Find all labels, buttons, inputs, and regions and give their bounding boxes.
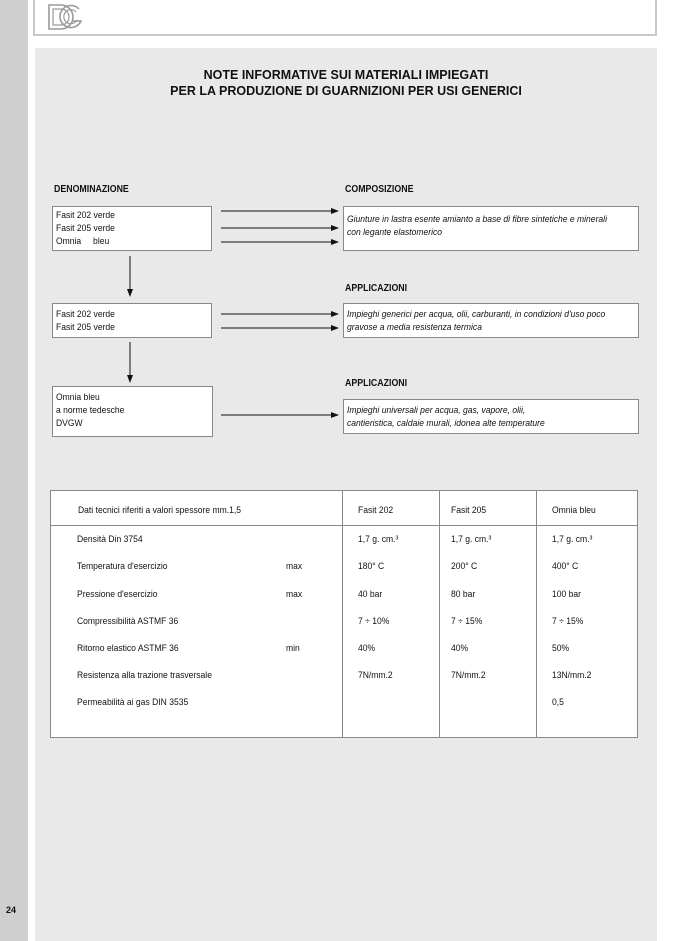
page-header (33, 0, 657, 36)
row-value-fasit205: 7 ÷ 15% (451, 616, 483, 627)
page-sidebar (0, 0, 28, 941)
title-line-2: PER LA PRODUZIONE DI GUARNIZIONI PER USI GENERICI (170, 84, 522, 98)
row-value-omnia: 1,7 g. cm.³ (552, 534, 593, 545)
row-value-omnia: 7 ÷ 15% (552, 616, 584, 627)
row-qualifier: max (286, 589, 303, 600)
box-line: con legante elastomerico (347, 227, 443, 238)
column-divider (439, 491, 440, 737)
table-header-omnia: Omnia bleu (552, 505, 596, 516)
row-value-fasit205: 1,7 g. cm.³ (451, 534, 492, 545)
table-header-description: Dati tecnici riferiti a valori spessore mm.1,5 (78, 505, 241, 516)
column-divider (536, 491, 537, 737)
table-header-fasit205: Fasit 205 (451, 505, 487, 516)
row-value-fasit205: 7N/mm.2 (451, 670, 486, 681)
box-line: Fasit 202 verde (56, 309, 115, 320)
row-property: Ritorno elastico ASTMF 36 (77, 643, 179, 654)
page-number: 24 (6, 905, 17, 915)
row-property: Temperatura d'esercizio (77, 561, 168, 572)
row-value-fasit202: 40 bar (358, 589, 383, 600)
box-line: Omnia bleu (56, 392, 100, 403)
technical-data-table (50, 490, 638, 738)
row-property: Densità Din 3754 (77, 534, 143, 545)
row-value-fasit205: 80 bar (451, 589, 476, 600)
column-divider (342, 491, 343, 737)
label-applicazioni-2: APPLICAZIONI (345, 378, 408, 389)
row-value-omnia: 100 bar (552, 589, 582, 600)
row-property: Permeabilità ai gas DIN 3535 (77, 697, 189, 708)
row-value-fasit202: 180° C (358, 561, 385, 572)
label-denominazione: DENOMINAZIONE (54, 184, 129, 195)
flow-arrows (35, 48, 657, 468)
box-line: Omnia bleu (56, 236, 110, 247)
box-line: DVGW (56, 418, 83, 429)
box-line: Fasit 205 verde (56, 223, 115, 234)
row-property: Compressibilità ASTMF 36 (77, 616, 179, 627)
row-value-omnia: 13N/mm.2 (552, 670, 592, 681)
box-line: Giunture in lastra esente amianto a base di fibre sintetiche e minerali (347, 214, 607, 225)
dg-logo-icon (43, 1, 87, 33)
box-line: Fasit 202 verde (56, 210, 115, 221)
row-value-omnia: 50% (552, 643, 570, 654)
row-value-omnia: 400° C (552, 561, 579, 572)
row-value-fasit205: 40% (451, 643, 469, 654)
box-line: Impieghi universali per acqua, gas, vapore, olii, (347, 405, 526, 416)
box-line: cantieristica, caldaie murali, idonea alte temperature (347, 418, 545, 429)
title-line-1: NOTE INFORMATIVE SUI MATERIALI IMPIEGATI (203, 68, 489, 82)
row-value-fasit202: 7N/mm.2 (358, 670, 393, 681)
row-value-fasit202: 7 ÷ 10% (358, 616, 390, 627)
box-line: a norme tedesche (56, 405, 125, 416)
header-divider (51, 525, 637, 526)
box-line: gravose a media resistenza termica (347, 322, 482, 333)
row-qualifier: max (286, 561, 303, 572)
box-line: Fasit 205 verde (56, 322, 115, 333)
box-line: Impieghi generici per acqua, olii, carburanti, in condizioni d'uso poco (347, 309, 606, 320)
row-qualifier: min (286, 643, 300, 654)
row-value-fasit202: 1,7 g. cm.³ (358, 534, 399, 545)
label-applicazioni-1: APPLICAZIONI (345, 283, 408, 294)
row-value-fasit205: 200° C (451, 561, 478, 572)
table-header-fasit202: Fasit 202 (358, 505, 394, 516)
row-property: Resistenza alla trazione trasversale (77, 670, 212, 681)
content-area (35, 48, 657, 941)
row-property: Pressione d'esercizio (77, 589, 158, 600)
label-composizione: COMPOSIZIONE (345, 184, 414, 195)
row-value-fasit202: 40% (358, 643, 376, 654)
row-value-omnia: 0,5 (552, 697, 564, 708)
